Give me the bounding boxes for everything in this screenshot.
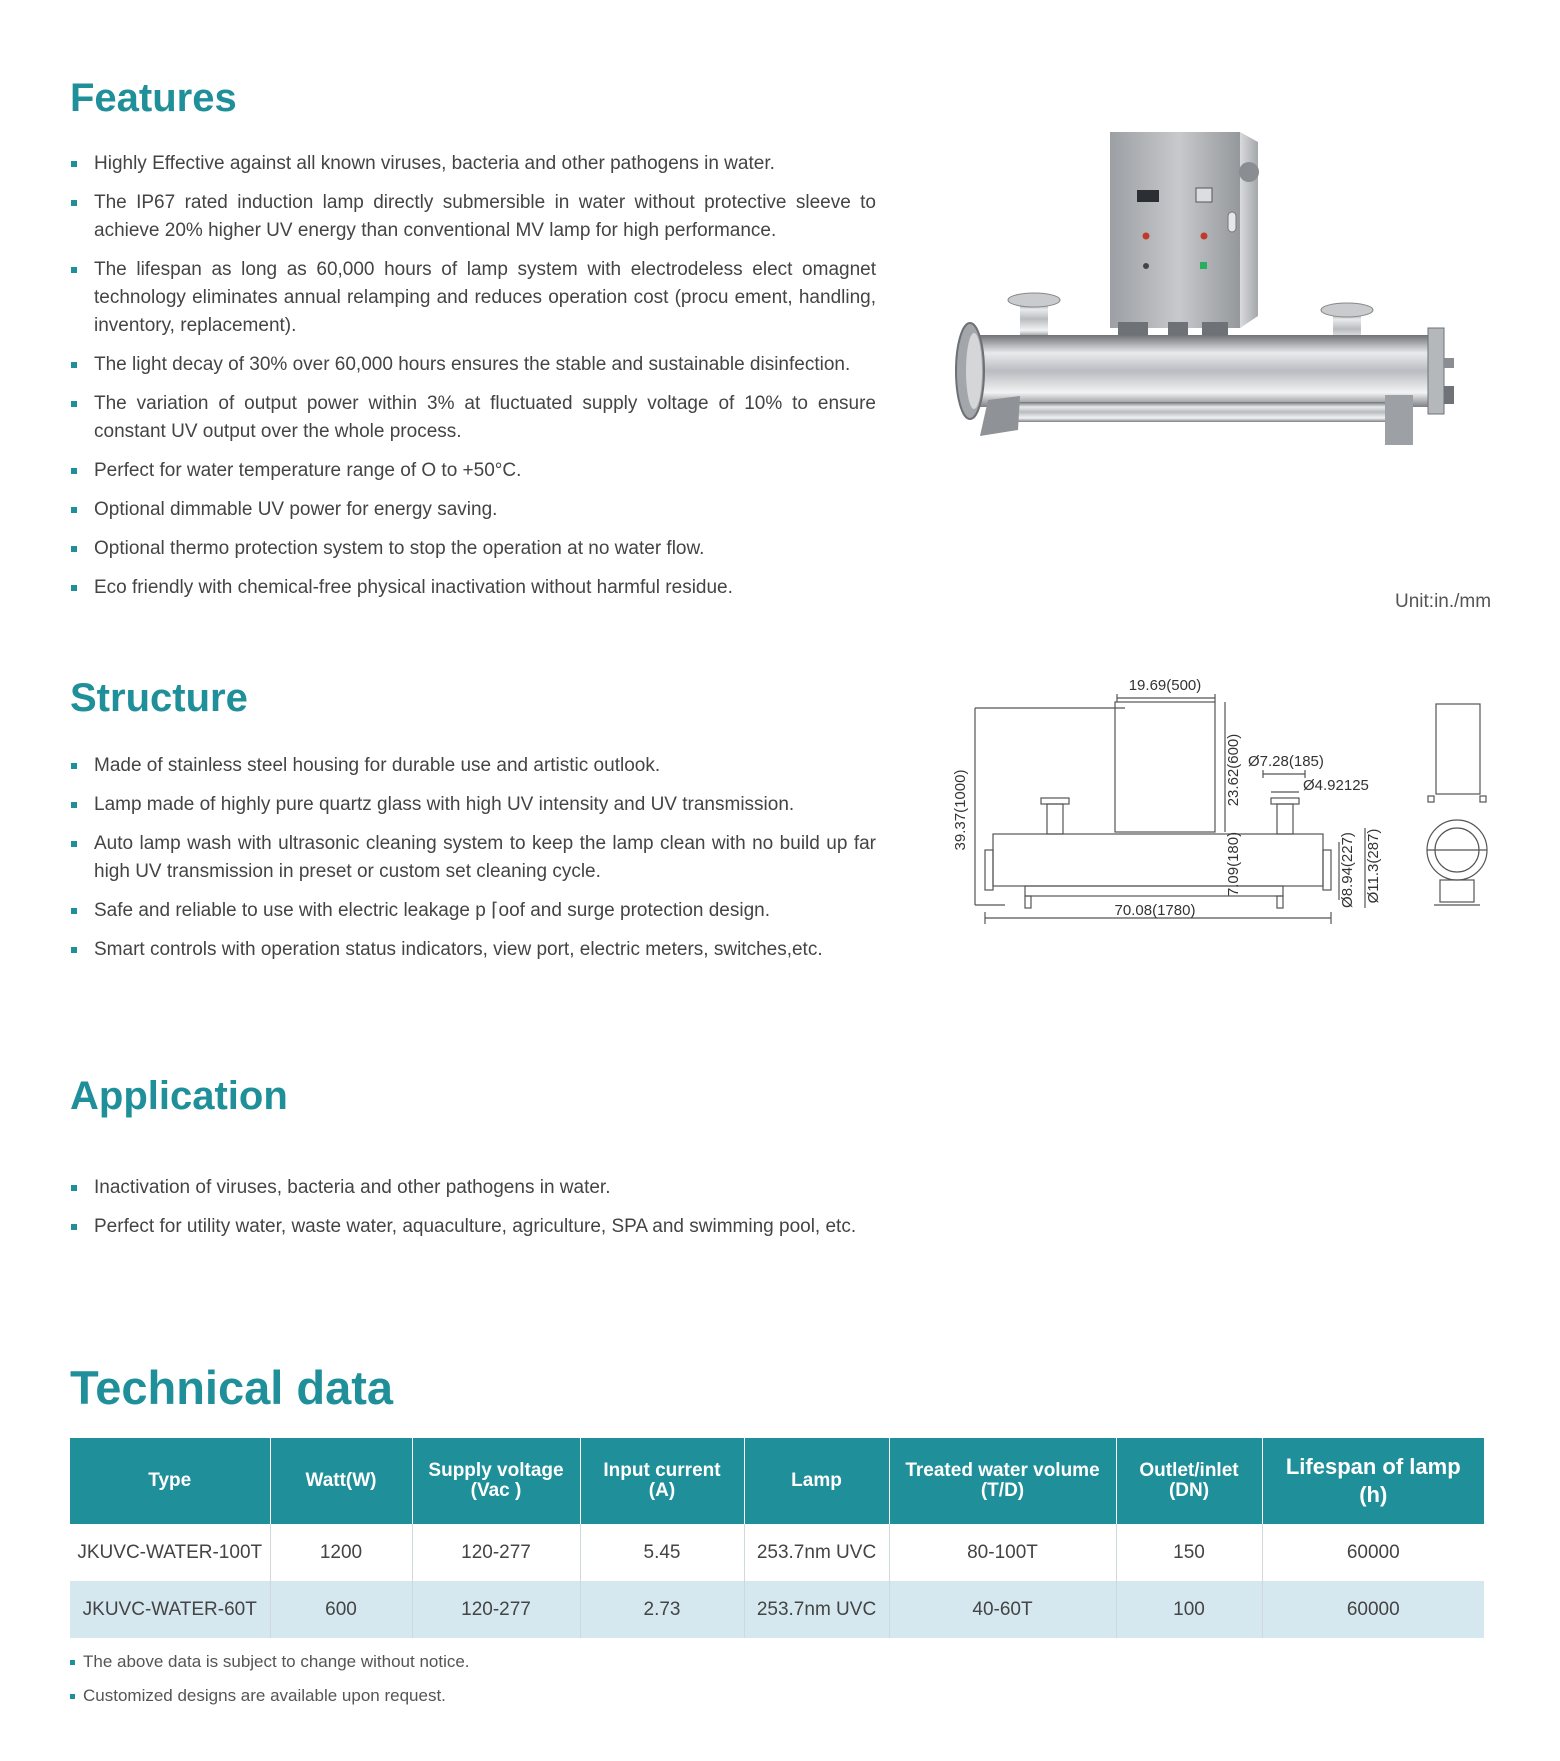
uv-sterilizer-product-image xyxy=(940,130,1485,480)
application-heading: Application xyxy=(70,1074,288,1118)
cell-outlet-inlet: 100 xyxy=(1116,1581,1262,1638)
dim-length: 70.08(1780) xyxy=(1114,902,1196,919)
bullet-square-icon xyxy=(71,507,77,513)
list-item: Auto lamp wash with ultrasonic cleaning system to keep the lamp clean with no build up far high UV transmission in preset or custom set cleaning cycle. xyxy=(70,830,876,886)
list-item: Perfect for water temperature range of O to +50°C. xyxy=(70,457,876,485)
dim-flange-outer: Ø11.3(287) xyxy=(1365,828,1382,904)
cell-type: JKUVC-WATER-100T xyxy=(70,1524,270,1581)
bullet-square-icon xyxy=(71,585,77,591)
features-heading: Features xyxy=(70,76,237,120)
note-item: The above data is subject to change without notice. xyxy=(70,1652,470,1672)
bullet-square-icon xyxy=(71,763,77,769)
list-item: Lamp made of highly pure quartz glass with high UV intensity and UV transmission. xyxy=(70,791,876,819)
list-item: The IP67 rated induction lamp directly submersible in water without protective sleeve to achieve 20% higher UV energy than conventional MV lamp for high performance. xyxy=(70,189,876,245)
cell-lifespan: 60000 xyxy=(1346,1541,1400,1563)
list-item: Optional dimmable UV power for energy saving. xyxy=(70,496,876,524)
bullet-square-icon xyxy=(71,802,77,808)
table-header-row xyxy=(70,1438,1484,1524)
list-item: Eco friendly with chemical-free physical inactivation without harmful residue. xyxy=(70,574,876,602)
bullet-square-icon xyxy=(71,362,77,368)
cell-watt: 600 xyxy=(270,1581,412,1638)
cell-supply-voltage: 120-277 xyxy=(412,1581,580,1638)
list-item: Smart controls with operation status indicators, view port, electric meters, switches,etc. xyxy=(70,936,876,964)
features-list xyxy=(70,150,876,613)
bullet-square-icon xyxy=(71,468,77,474)
technical-data-table xyxy=(70,1438,1484,1638)
list-item: Perfect for utility water, waste water, aquaculture, agriculture, SPA and swimming pool, etc. xyxy=(70,1213,876,1241)
col-header-outlet-inlet: Outlet/inlet (DN) xyxy=(1116,1438,1262,1524)
structure-list xyxy=(70,752,876,975)
dim-pipe-dia: Ø8.94(227) xyxy=(1339,832,1356,908)
side-view-drawing xyxy=(1420,700,1490,910)
bullet-square-icon xyxy=(71,161,77,167)
cell-supply-voltage: 120-277 xyxy=(412,1524,580,1581)
cell-type: JKUVC-WATER-60T xyxy=(70,1581,270,1638)
application-list xyxy=(70,1174,876,1252)
table-row xyxy=(70,1581,1484,1638)
unit-label: Unit:in./mm xyxy=(1395,591,1492,612)
dim-inlet-dia: Ø4.92125 xyxy=(1303,777,1369,794)
col-header-watt: Watt(W) xyxy=(270,1438,412,1524)
list-item: The lifespan as long as 60,000 hours of lamp system with electrodeless elect omagnet technology eliminates annual relamping and reduces operation cost (procu ement, handling, inventory, replacement). xyxy=(70,256,876,340)
dim-height-total: 39.37(1000) xyxy=(952,769,969,851)
dim-flange-dia: Ø7.28(185) xyxy=(1248,753,1324,770)
col-header-lamp: Lamp xyxy=(744,1438,889,1524)
cell-input-current: 5.45 xyxy=(580,1524,744,1581)
bullet-square-icon xyxy=(71,267,77,273)
col-header-lifespan: Lifespan of lamp (h) xyxy=(1262,1438,1484,1524)
cell-lamp: 253.7nm UVC xyxy=(744,1581,889,1638)
cell-treated-water-volume: 40-60T xyxy=(889,1581,1116,1638)
dim-pipe-height: 7.09(180) xyxy=(1225,831,1242,897)
list-item: The light decay of 30% over 60,000 hours ensures the stable and sustainable disinfection. xyxy=(70,351,876,379)
cell-lamp: 253.7nm UVC xyxy=(744,1524,889,1581)
list-item: Made of stainless steel housing for durable use and artistic outlook. xyxy=(70,752,876,780)
dim-width-top: 19.69(500) xyxy=(1128,677,1202,694)
bullet-square-icon xyxy=(70,1694,75,1699)
cell-outlet-inlet: 150 xyxy=(1116,1524,1262,1581)
list-item: The variation of output power within 3% at fluctuated supply voltage of 10% to ensure constant UV output over the whole process. xyxy=(70,390,876,446)
cell-lifespan: 60000 xyxy=(1262,1581,1484,1638)
list-item: Safe and reliable to use with electric leakage p ⌈oof and surge protection design. xyxy=(70,897,876,925)
bullet-square-icon xyxy=(71,908,77,914)
table-notes xyxy=(70,1652,470,1720)
bullet-square-icon xyxy=(71,947,77,953)
dim-box-height: 23.62(600) xyxy=(1225,733,1242,807)
technical-data-heading: Technical data xyxy=(70,1361,394,1414)
dimension-drawing xyxy=(945,670,1395,940)
col-header-input-current: Input current (A) xyxy=(580,1438,744,1524)
bullet-square-icon xyxy=(71,401,77,407)
structure-heading: Structure xyxy=(70,676,248,720)
cell-treated-water-volume: 80-100T xyxy=(889,1524,1116,1581)
col-header-type: Type xyxy=(70,1438,270,1524)
list-item: Inactivation of viruses, bacteria and other pathogens in water. xyxy=(70,1174,876,1202)
bullet-square-icon xyxy=(71,546,77,552)
list-item: Optional thermo protection system to stop the operation at no water flow. xyxy=(70,535,876,563)
col-header-treated-water-volume: Treated water volume (T/D) xyxy=(889,1438,1116,1524)
bullet-square-icon xyxy=(71,841,77,847)
note-item: Customized designs are available upon request. xyxy=(70,1686,470,1706)
cell-input-current: 2.73 xyxy=(580,1581,744,1638)
list-item: Highly Effective against all known viruses, bacteria and other pathogens in water. xyxy=(70,150,876,178)
bullet-square-icon xyxy=(71,200,77,206)
table-row xyxy=(70,1524,1484,1581)
bullet-square-icon xyxy=(71,1224,77,1230)
bullet-square-icon xyxy=(70,1660,75,1665)
bullet-square-icon xyxy=(71,1185,77,1191)
col-header-supply-voltage: Supply voltage (Vac ) xyxy=(412,1438,580,1524)
cell-watt: 1200 xyxy=(270,1524,412,1581)
